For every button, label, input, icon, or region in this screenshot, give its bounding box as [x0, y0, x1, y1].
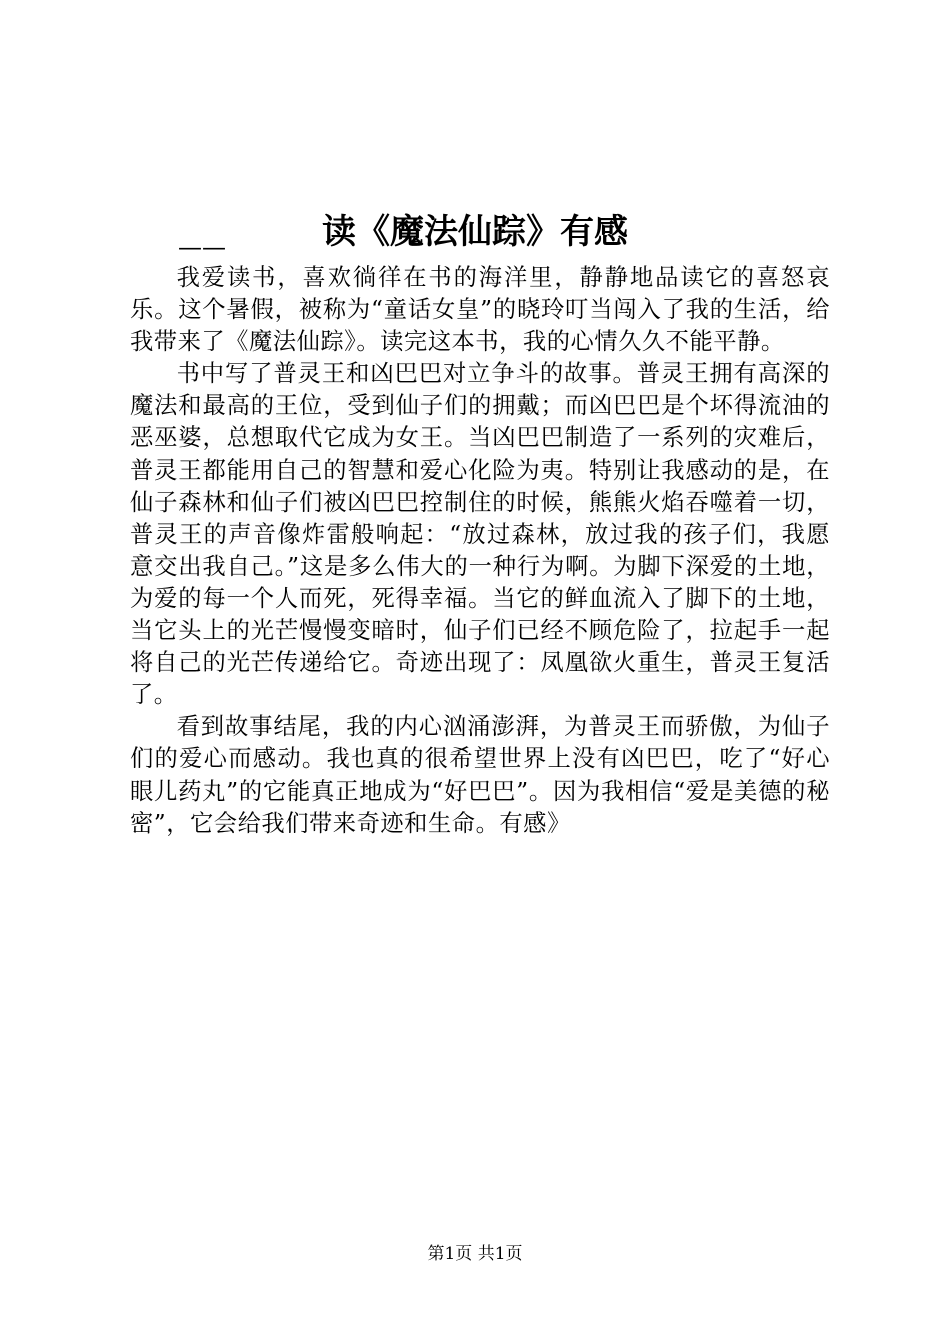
document-title: 读《魔法仙踪》有感	[322, 211, 628, 252]
page-footer: 第1页 共1页	[427, 1244, 523, 1264]
paragraph-2: 书中写了普灵王和凶巴巴对立争斗的故事。普灵王拥有高深的魔法和最高的王位，受到仙子们的拥戴；而凶巴巴是个坏得流油的恶巫婆，总想取代它成为女王。当凶巴巴制造了一系列的灾难后，普灵王都能用自己的智慧和爱心化险为夷。特别让我感动的是，在仙子森林和仙子们被凶巴巴控制住的时候，熊熊火焰吞噬着一切，普灵王的声音像炸雷般响起：“放过森林，放过我的孩子们，我愿意交出我自己。”这是多么伟大的一种行为啊。为脚下深爱的土地，为爱的每一个人而死，死得幸福。当它的鲜血流入了脚下的土地，当它头上的光芒慢慢变暗时，仙子们已经不顾危险了，拉起手一起将自己的光芒传递给它。奇迹出现了：凤凰欲火重生，普灵王复活了。	[130, 360, 830, 709]
paragraph-1: 我爱读书，喜欢徜徉在书的海洋里，静静地品读它的喜怒哀乐。这个暑假，被称为“童话女皇”的晓玲叮当闯入了我的生活，给我带来了《魔法仙踪》。读完这本书，我的心情久久不能平静。	[130, 264, 830, 356]
paragraph-3: 看到故事结尾，我的内心汹涌澎湃，为普灵王而骄傲，为仙子们的爱心而感动。我也真的很希望世界上没有凶巴巴，吃了“好心眼儿药丸”的它能真正地成为“好巴巴”。因为我相信“爱是美德的秘密”，它会给我们带来奇迹和生命。有感》	[130, 713, 830, 837]
document-body	[130, 262, 830, 840]
subtitle-dash: ——	[178, 233, 226, 261]
